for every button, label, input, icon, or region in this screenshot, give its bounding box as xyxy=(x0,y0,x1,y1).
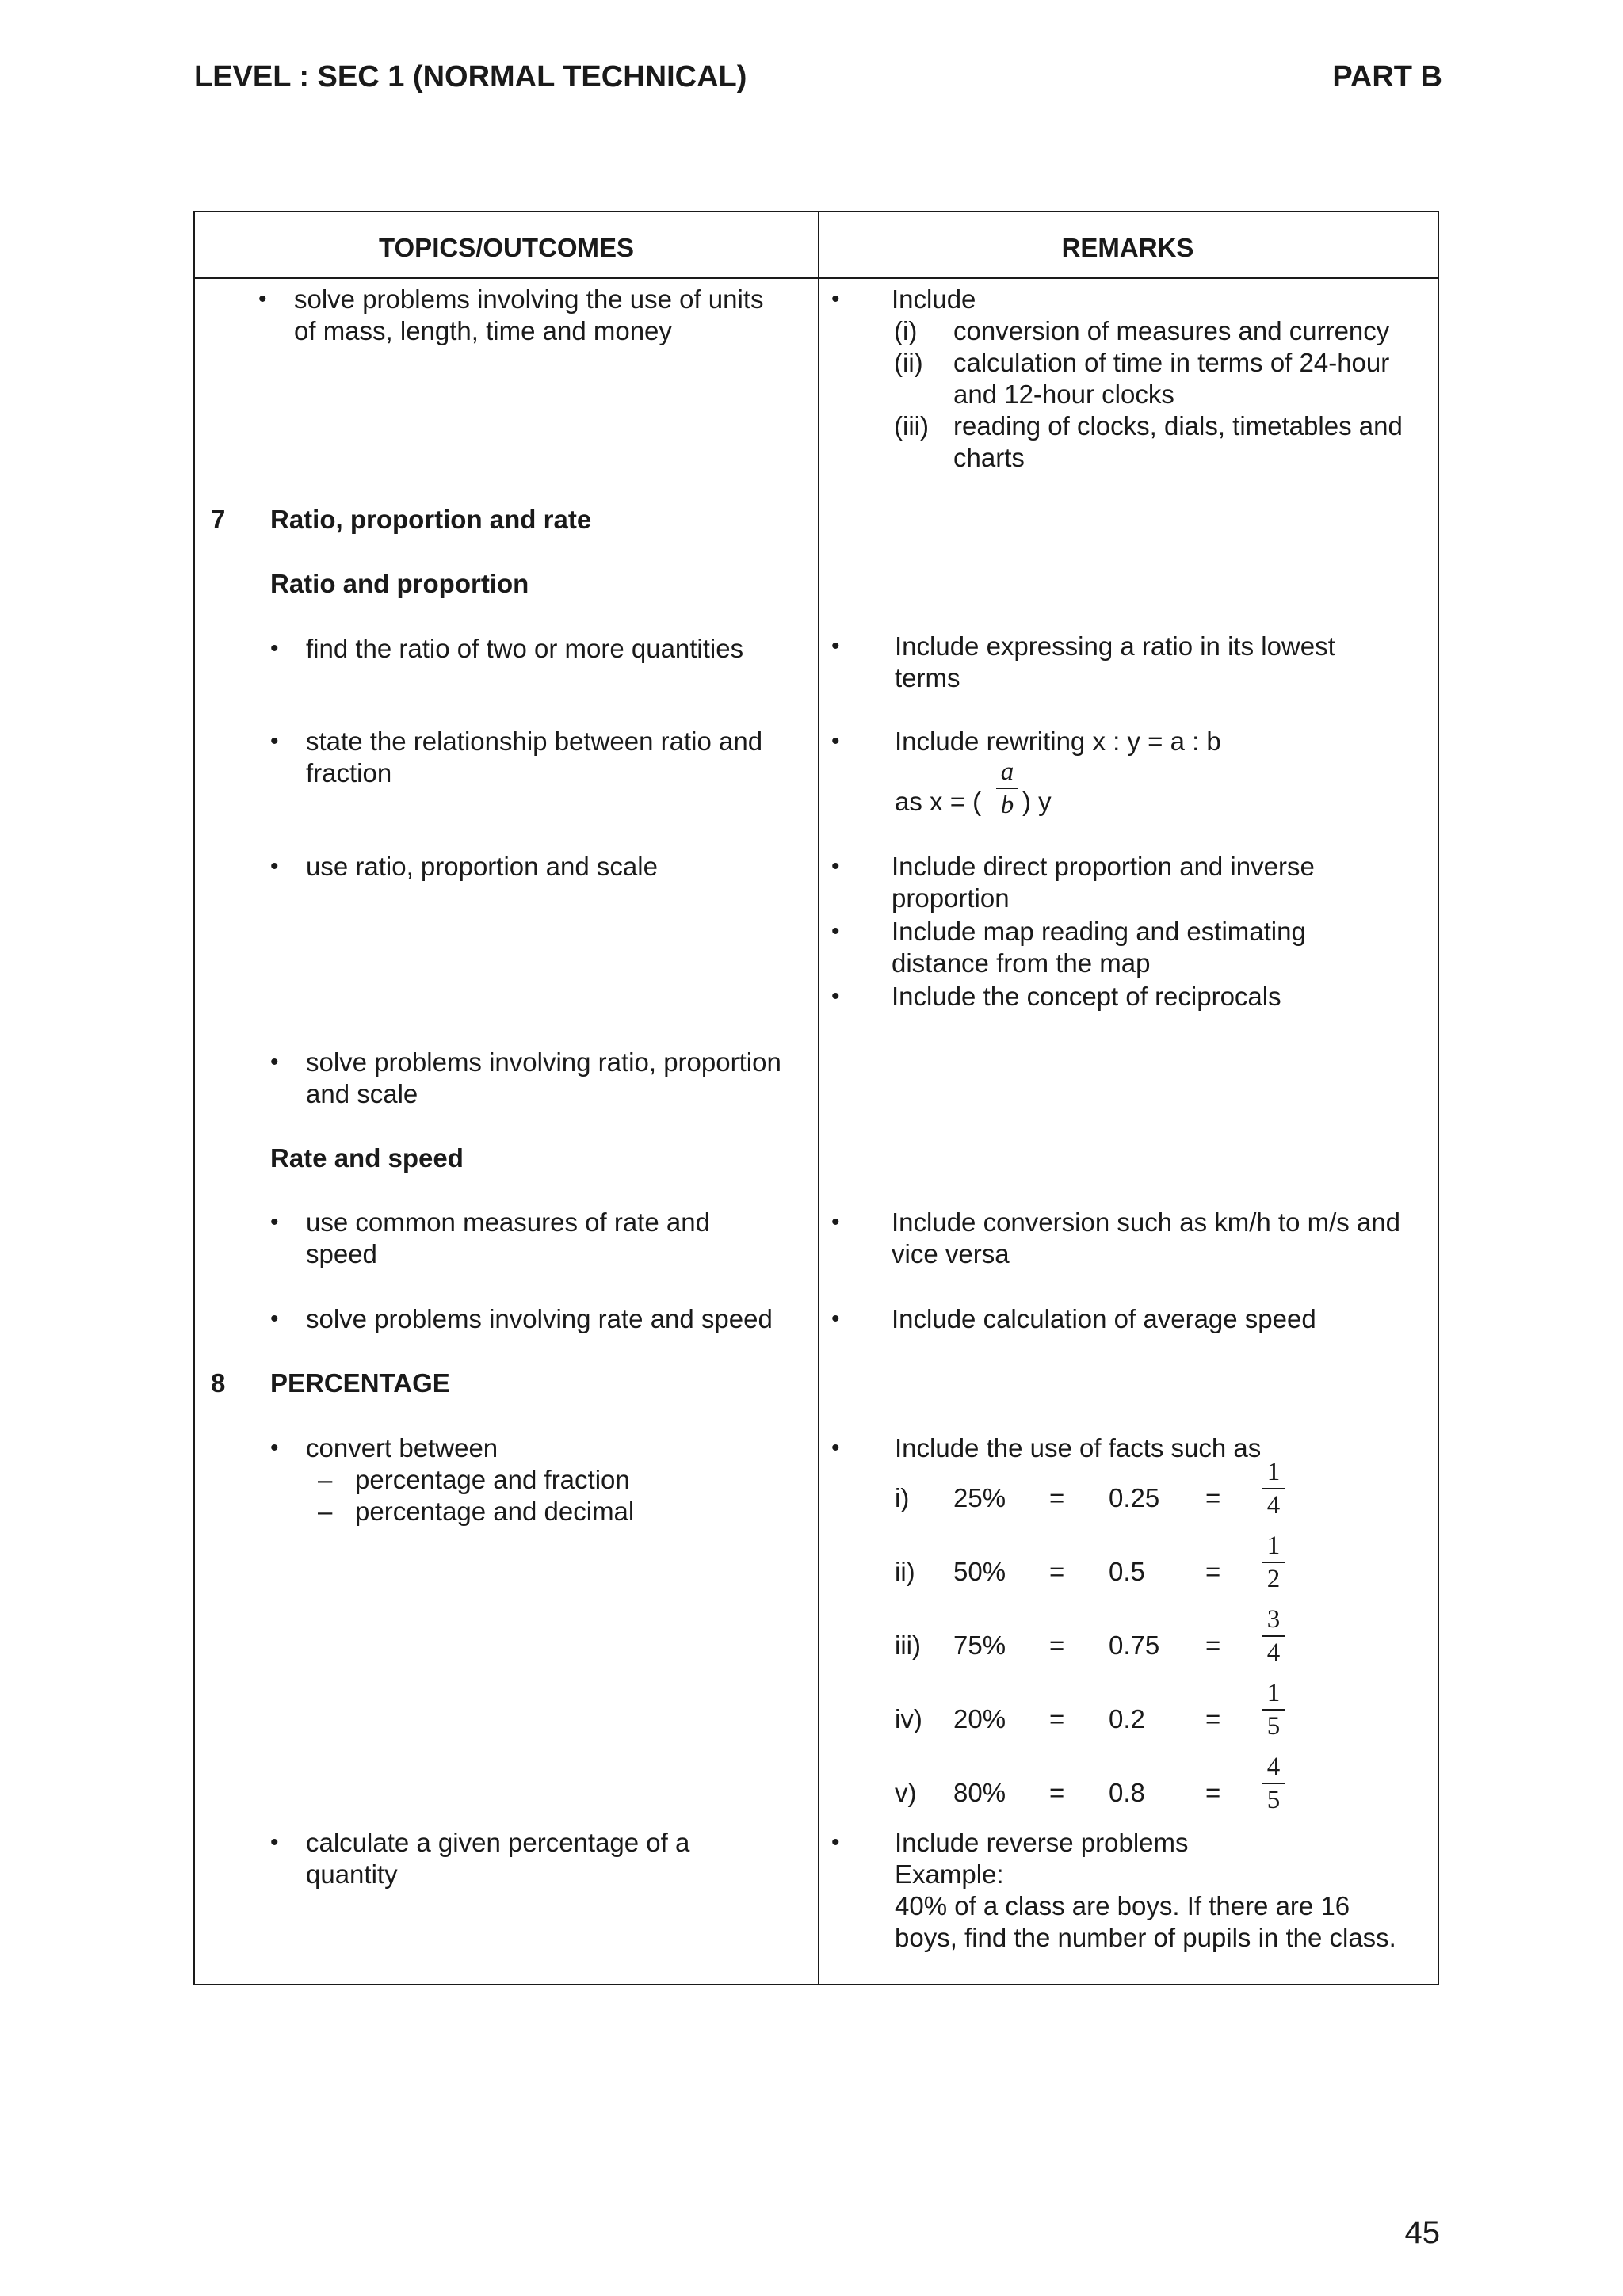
topic-text: speed xyxy=(306,1239,377,1268)
remark-numeral: (i) xyxy=(894,316,918,345)
topic-text: of mass, length, time and money xyxy=(294,316,672,345)
remark-text: Include the use of facts such as xyxy=(895,1433,1262,1463)
topics-column-header: TOPICS/OUTCOMES xyxy=(378,233,635,262)
fact-label: iv) xyxy=(895,1704,922,1733)
column-divider xyxy=(818,212,819,1984)
topic-text: fraction xyxy=(306,758,392,788)
topic-text: quantity xyxy=(306,1859,398,1889)
fact-equals: = xyxy=(1049,1483,1065,1512)
bullet: • xyxy=(831,1306,840,1332)
topic-text: calculate a given percentage of a xyxy=(306,1828,690,1857)
fact-equals: = xyxy=(1205,1557,1221,1586)
fact-equals: = xyxy=(1205,1778,1221,1807)
topic-text: find the ratio of two or more quantities xyxy=(306,634,744,663)
bullet: • xyxy=(270,635,279,662)
bullet: • xyxy=(831,853,840,879)
fraction-denominator: 5 xyxy=(1266,1786,1281,1814)
remark-text: as x = ( xyxy=(895,787,982,816)
fraction-numerator: 3 xyxy=(1266,1605,1281,1634)
bullet: • xyxy=(831,728,840,754)
fact-decimal: 0.25 xyxy=(1109,1483,1160,1512)
bullet: • xyxy=(831,1829,840,1855)
header-rule xyxy=(195,277,1438,279)
remark-text: calculation of time in terms of 24-hour xyxy=(953,348,1390,377)
fact-equals: = xyxy=(1205,1483,1221,1512)
topic-text: convert between xyxy=(306,1433,498,1463)
topic-text: solve problems involving the use of units xyxy=(294,284,764,314)
section-7-title: Ratio, proportion and rate xyxy=(270,505,592,534)
fact-percent: 20% xyxy=(953,1704,1006,1733)
bullet: • xyxy=(270,1049,279,1075)
fraction-a-over-b xyxy=(991,757,1023,819)
subheading-ratio: Ratio and proportion xyxy=(270,569,529,598)
remark-text: distance from the map xyxy=(892,948,1151,978)
fact-fraction xyxy=(1258,1753,1289,1814)
bullet: • xyxy=(270,853,279,879)
topic-text: use ratio, proportion and scale xyxy=(306,852,658,881)
bullet: • xyxy=(270,1829,279,1855)
remark-text: Include calculation of average speed xyxy=(892,1304,1316,1333)
bullet: • xyxy=(831,1209,840,1235)
section-7-number: 7 xyxy=(211,505,226,534)
fact-decimal: 0.8 xyxy=(1109,1778,1145,1807)
part-heading: PART B xyxy=(1332,60,1442,93)
remark-text: terms xyxy=(895,663,960,692)
remark-text: Include conversion such as km/h to m/s and xyxy=(892,1207,1400,1237)
remark-text: Include the concept of reciprocals xyxy=(892,982,1281,1011)
bullet: • xyxy=(270,1209,279,1235)
remark-numeral: (iii) xyxy=(894,411,929,441)
topic-text: use common measures of rate and xyxy=(306,1207,710,1237)
fact-equals: = xyxy=(1205,1630,1221,1660)
fact-label: i) xyxy=(895,1483,910,1512)
fact-decimal: 0.2 xyxy=(1109,1704,1145,1733)
bullet: • xyxy=(270,1306,279,1332)
fact-fraction xyxy=(1258,1531,1289,1593)
remark-text: Example: xyxy=(895,1859,1004,1889)
fact-fraction xyxy=(1258,1458,1289,1520)
fraction-numerator: 1 xyxy=(1266,1679,1281,1707)
section-8-number: 8 xyxy=(211,1368,226,1398)
bullet: • xyxy=(270,728,279,754)
fraction-denominator: 5 xyxy=(1266,1712,1281,1741)
fact-percent: 80% xyxy=(953,1778,1006,1807)
remark-text: Include reverse problems xyxy=(895,1828,1189,1857)
fact-fraction xyxy=(1258,1605,1289,1667)
fraction-denominator: 4 xyxy=(1266,1491,1281,1520)
bullet: • xyxy=(831,633,840,659)
remarks-column-header: REMARKS xyxy=(1061,233,1194,262)
bullet: • xyxy=(831,983,840,1009)
fraction-numerator: 4 xyxy=(1266,1753,1281,1781)
fact-label: iii) xyxy=(895,1630,921,1660)
fraction-numerator: 1 xyxy=(1266,1458,1281,1486)
remark-numeral: (ii) xyxy=(894,348,923,377)
fraction-denominator: 4 xyxy=(1266,1638,1281,1667)
bullet: • xyxy=(258,286,267,312)
bullet: • xyxy=(831,286,840,312)
fraction-numerator: 1 xyxy=(1266,1531,1281,1560)
syllabus-table xyxy=(193,211,1439,1985)
fraction-denominator: 2 xyxy=(1266,1565,1281,1593)
remark-text: 40% of a class are boys. If there are 16 xyxy=(895,1891,1350,1920)
subheading-rate: Rate and speed xyxy=(270,1143,464,1173)
remark-text: Include expressing a ratio in its lowest xyxy=(895,631,1335,661)
bullet: • xyxy=(831,1435,840,1461)
fact-equals: = xyxy=(1049,1778,1065,1807)
remark-text: Include xyxy=(892,284,976,314)
remark-text: Include direct proportion and inverse xyxy=(892,852,1315,881)
topic-subtext: percentage and fraction xyxy=(355,1465,630,1494)
topic-subtext: percentage and decimal xyxy=(355,1497,635,1526)
remark-text: and 12-hour clocks xyxy=(953,379,1174,409)
fact-decimal: 0.75 xyxy=(1109,1630,1160,1660)
fact-equals: = xyxy=(1049,1704,1065,1733)
fact-label: ii) xyxy=(895,1557,915,1586)
fact-percent: 75% xyxy=(953,1630,1006,1660)
remark-text: proportion xyxy=(892,883,1010,913)
fact-percent: 50% xyxy=(953,1557,1006,1586)
remark-text: ) y xyxy=(1022,787,1052,816)
bullet: • xyxy=(831,918,840,944)
fact-decimal: 0.5 xyxy=(1109,1557,1145,1586)
fraction-denominator: b xyxy=(1000,791,1014,819)
topic-text: state the relationship between ratio and xyxy=(306,727,763,756)
remark-text: Include map reading and estimating xyxy=(892,917,1306,946)
bullet: • xyxy=(270,1435,279,1461)
fraction-numerator: a xyxy=(1000,757,1014,786)
dash: – xyxy=(318,1465,333,1494)
remark-text: charts xyxy=(953,443,1025,472)
fact-equals: = xyxy=(1049,1630,1065,1660)
dash: – xyxy=(318,1497,333,1526)
fact-equals: = xyxy=(1205,1704,1221,1733)
topic-text: and scale xyxy=(306,1079,418,1108)
page-number: 45 xyxy=(1404,2215,1440,2250)
fact-equals: = xyxy=(1049,1557,1065,1586)
topic-text: solve problems involving ratio, proportion xyxy=(306,1047,781,1077)
remark-text: Include rewriting x : y = a : b xyxy=(895,727,1221,756)
fact-label: v) xyxy=(895,1778,917,1807)
level-heading: LEVEL : SEC 1 (NORMAL TECHNICAL) xyxy=(194,60,747,93)
remark-text: reading of clocks, dials, timetables and xyxy=(953,411,1403,441)
section-8-title: PERCENTAGE xyxy=(270,1368,450,1398)
topic-text: solve problems involving rate and speed xyxy=(306,1304,773,1333)
fact-percent: 25% xyxy=(953,1483,1006,1512)
fact-fraction xyxy=(1258,1679,1289,1741)
remark-text: boys, find the number of pupils in the class. xyxy=(895,1923,1396,1952)
remark-text: vice versa xyxy=(892,1239,1010,1268)
remark-text: conversion of measures and currency xyxy=(953,316,1390,345)
